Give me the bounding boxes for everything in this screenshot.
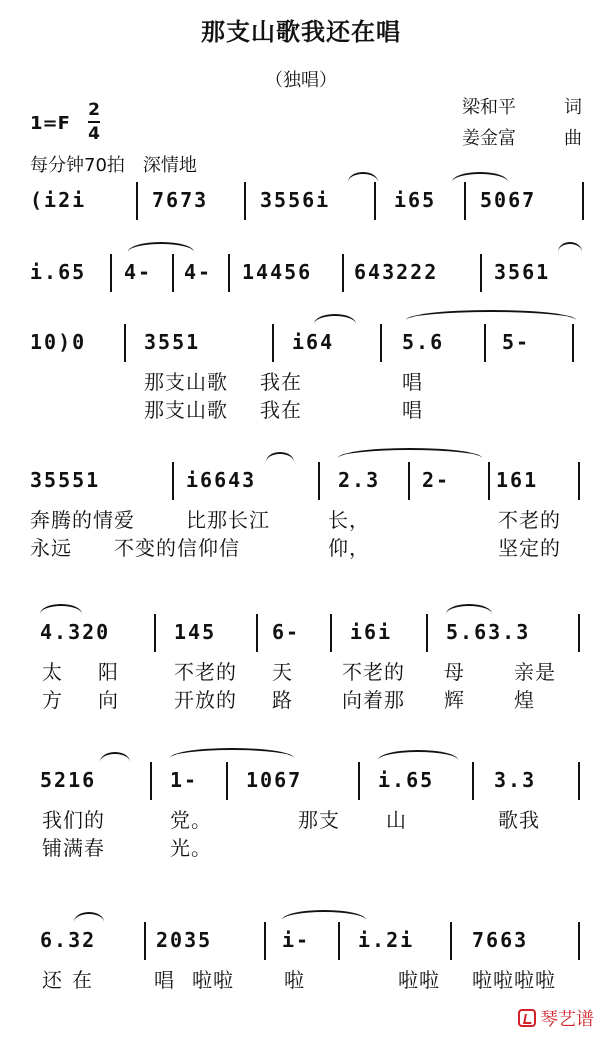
lyric-line-2: 路 [272, 688, 293, 712]
lyric-line-1: 在 [72, 968, 93, 992]
barline [426, 614, 428, 652]
barline [150, 762, 152, 800]
music-system-6 [28, 766, 584, 860]
system-1-measure-4: i65 [394, 188, 437, 212]
tie-arc [558, 242, 582, 262]
lyric-line-1: 党。 [170, 808, 212, 832]
system-1-measure-2: 7673 [152, 188, 209, 212]
system-3-measure-1: 10)0 [30, 330, 87, 354]
lyric-line-2: 我在 [260, 398, 302, 422]
system-6-measure-1: 5216 [40, 768, 97, 792]
barline [578, 762, 580, 800]
lyric-line-1: 歌我 [498, 808, 540, 832]
lyric-line-1: 还 [42, 968, 63, 992]
system-7-measure-2: 2035 [156, 928, 213, 952]
lyricist-name: 梁和平 [462, 97, 516, 118]
lyric-line-2: 唱 [402, 398, 423, 422]
lyric-line-1: 我们的 [42, 808, 105, 832]
tie-arc [282, 910, 366, 930]
lyric-line-1: 阳 [98, 660, 119, 684]
composer-name: 姜金富 [462, 128, 516, 149]
system-4-measure-5: 161 [496, 468, 539, 492]
time-signature-top: 2 [88, 100, 100, 120]
system-4-measure-2: i6643 [186, 468, 257, 492]
tempo-marking: 每分钟70拍 深情地 [30, 155, 197, 176]
lyric-line-2: 煌 [514, 688, 535, 712]
lyricist-role: 词 [564, 97, 582, 118]
lyric-line-1: 比那长江 [186, 508, 270, 532]
system-2-measure-2: 4- [124, 260, 153, 284]
key-signature: 1=F [30, 113, 70, 134]
lyric-line-2: 光。 [170, 836, 212, 860]
barline [342, 254, 344, 292]
tie-arc [170, 748, 294, 768]
system-6-measure-4: i.65 [378, 768, 435, 792]
tie-arc [314, 314, 356, 334]
lyric-line-1: 不老的 [174, 660, 237, 684]
lyric-line-1: 太 [42, 660, 63, 684]
system-3-measure-2: 3551 [144, 330, 201, 354]
barline [110, 254, 112, 292]
lyric-line-1: 唱 [154, 968, 175, 992]
barline [272, 324, 274, 362]
barline [124, 324, 126, 362]
lyric-line-2: 不变的信仰信 [114, 536, 240, 560]
system-1-measure-3: 3556i [260, 188, 331, 212]
system-2-measure-4: 14456 [242, 260, 313, 284]
barline [172, 462, 174, 500]
page-subtitle: （独唱） [265, 70, 337, 91]
music-system-7 [28, 926, 584, 992]
barline [330, 614, 332, 652]
music-system-5 [28, 618, 584, 712]
lyric-line-1: 啦啦 [192, 968, 234, 992]
qinyipu-logo-icon [518, 1009, 536, 1027]
barline [488, 462, 490, 500]
system-6-measure-3: 1067 [246, 768, 303, 792]
tie-arc [128, 242, 194, 262]
lyric-line-1: 亲是 [514, 660, 556, 684]
lyric-line-2: 仰， [328, 536, 370, 560]
tie-arc [74, 912, 104, 932]
system-4-measure-3: 2.3 [338, 468, 381, 492]
system-1-measure-1: (i2i [30, 188, 87, 212]
time-signature-bar [88, 121, 100, 123]
barline [582, 182, 584, 220]
barline [318, 462, 320, 500]
lyric-line-1: 天 [272, 660, 293, 684]
lyric-line-1: 啦啦 [398, 968, 440, 992]
lyric-line-2: 坚定的 [498, 536, 561, 560]
composer-row [462, 123, 582, 154]
lyric-line-1: 不老的 [498, 508, 561, 532]
lyric-line-1: 奔腾的情爱 [30, 508, 135, 532]
time-signature [88, 100, 100, 144]
page-title: 那支山歌我还在唱 [201, 18, 401, 46]
music-system-1 [28, 186, 584, 210]
tie-arc [338, 448, 482, 468]
tie-arc [406, 310, 576, 330]
system-4-measure-4: 2- [422, 468, 451, 492]
lyric-line-1: 那支山歌 [144, 370, 228, 394]
system-3-measure-5: 5- [502, 330, 531, 354]
lyric-line-2: 那支山歌 [144, 398, 228, 422]
barline [578, 922, 580, 960]
barline [228, 254, 230, 292]
barline [358, 762, 360, 800]
barline [144, 922, 146, 960]
barline [256, 614, 258, 652]
system-2-measure-5: 643222 [354, 260, 439, 284]
credits-block [462, 92, 582, 154]
lyric-line-1: 不老的 [342, 660, 405, 684]
music-system-4 [28, 466, 584, 560]
time-signature-bottom: 4 [88, 124, 100, 144]
lyric-line-2: 辉 [444, 688, 465, 712]
system-1-measure-5: 5067 [480, 188, 537, 212]
lyric-line-2: 方 [42, 688, 63, 712]
system-7-measure-5: 7663 [472, 928, 529, 952]
system-5-measure-2: 145 [174, 620, 217, 644]
barline [480, 254, 482, 292]
system-5-measure-3: 6- [272, 620, 301, 644]
barline [154, 614, 156, 652]
lyric-line-2: 永远 [30, 536, 72, 560]
tie-arc [266, 452, 294, 472]
barline [380, 324, 382, 362]
system-7-measure-4: i.2i [358, 928, 415, 952]
music-system-2 [28, 258, 584, 282]
barline [244, 182, 246, 220]
lyric-line-1: 啦啦啦啦 [472, 968, 556, 992]
lyric-line-2: 向着那 [342, 688, 405, 712]
system-4-measure-1: 35551 [30, 468, 101, 492]
lyric-line-1: 山 [386, 808, 407, 832]
tie-arc [446, 604, 492, 624]
system-3-measure-4: 5.6 [402, 330, 445, 354]
system-6-measure-5: 3.3 [494, 768, 537, 792]
barline [136, 182, 138, 220]
system-3-measure-3: i64 [292, 330, 335, 354]
lyric-line-1: 啦 [284, 968, 305, 992]
composer-role: 曲 [564, 128, 582, 149]
system-5-measure-5: 5.63.3 [446, 620, 531, 644]
lyric-line-2: 向 [98, 688, 119, 712]
tie-arc [100, 752, 130, 772]
tie-arc [378, 750, 458, 770]
system-2-measure-6: 3561 [494, 260, 551, 284]
lyric-line-1: 我在 [260, 370, 302, 394]
system-2-measure-3: 4- [184, 260, 213, 284]
system-7-measure-1: 6.32 [40, 928, 97, 952]
lyric-line-1: 唱 [402, 370, 423, 394]
barline [578, 462, 580, 500]
lyric-line-2: 铺满春 [42, 836, 105, 860]
barline [472, 762, 474, 800]
lyricist-row [462, 92, 582, 123]
music-system-3 [28, 328, 584, 422]
lyric-line-1: 长， [328, 508, 370, 532]
lyric-line-1: 母 [444, 660, 465, 684]
lyric-line-2: 开放的 [174, 688, 237, 712]
system-7-measure-3: i- [282, 928, 311, 952]
tie-arc [348, 172, 378, 192]
system-2-measure-1: i.65 [30, 260, 87, 284]
system-6-measure-2: 1- [170, 768, 199, 792]
barline [264, 922, 266, 960]
barline [450, 922, 452, 960]
tie-arc [40, 604, 82, 624]
barline [578, 614, 580, 652]
watermark [518, 1005, 594, 1031]
watermark-text: 琴艺谱 [540, 1009, 594, 1030]
tie-arc [452, 172, 508, 192]
lyric-line-1: 那支 [298, 808, 340, 832]
system-5-measure-1: 4.320 [40, 620, 111, 644]
system-5-measure-4: i6i [350, 620, 393, 644]
